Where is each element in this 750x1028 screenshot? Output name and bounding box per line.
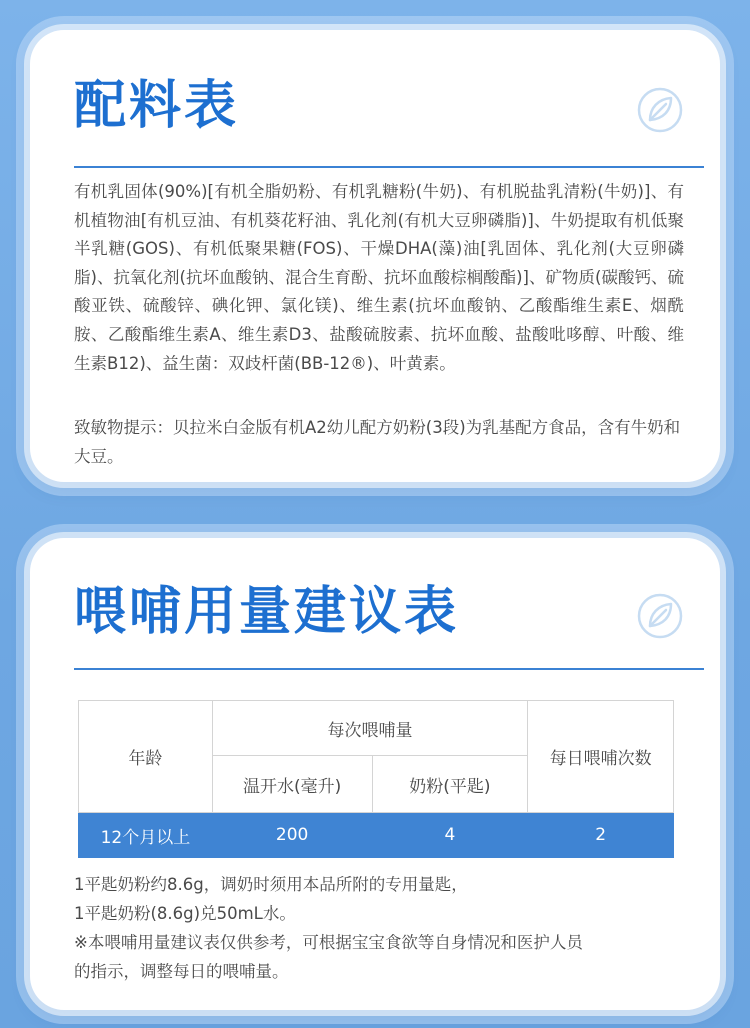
leaf-icon: [636, 592, 684, 640]
feeding-card: [30, 538, 720, 1010]
title-divider: [74, 166, 704, 168]
title-divider: [74, 668, 704, 670]
header-per-feed: 每次喂哺量: [212, 701, 527, 756]
note-line: 1平匙奶粉(8.6g)兑50mL水。: [74, 904, 296, 923]
note-line: 1平匙奶粉约8.6g，调奶时须用本品所附的专用量匙，: [74, 875, 468, 894]
leaf-icon: [636, 86, 684, 134]
allergy-notice: 致敏物提示：贝拉米白金版有机A2幼儿配方奶粉(3段)为乳基配方食品，含有牛奶和大豆。: [74, 418, 681, 466]
ingredients-card: [30, 30, 720, 482]
header-water: 温开水(毫升): [212, 756, 372, 813]
note-line: 的指示，调整每日的喂哺量。: [74, 962, 289, 981]
cell-age: 12个月以上: [79, 813, 213, 858]
ingredients-text: 有机乳固体(90%)[有机全脂奶粉、有机乳糖粉(牛奶)、有机脱盐乳清粉(牛奶)]、有机植物油[有机豆油、有机葵花籽油、乳化剂(有机大豆卵磷脂)]、牛奶提取有机低聚半乳糖(GOS)、有机低聚果糖(FOS)、干燥DHA(藻)油[乳固体、乳化剂(大豆卵磷脂)、抗氧化剂(抗坏血酸钠、混合生育酚、抗坏血酸棕榈酸酯)]、矿物质(碳酸钙、硫酸亚铁、硫酸锌、碘化钾、氯化镁)、维生素(抗坏血酸钠、乙酸酯维生素E、烟酰胺、乙酸酯维生素A、维生素D3、盐酸硫胺素、抗坏血酸、盐酸吡哆醇、叶酸、维生素B12)、益生菌：双歧杆菌(BB-12®)、叶黄素。: [74, 182, 684, 373]
table-row: [79, 813, 674, 858]
feeding-notes: [74, 870, 704, 986]
ingredients-title: 配料表: [74, 76, 240, 136]
note-line: ※本喂哺用量建议表仅供参考，可根据宝宝食欲等自身情况和医护人员: [74, 933, 583, 952]
cell-water: 200: [212, 813, 372, 858]
cell-daily: 2: [528, 813, 674, 858]
cell-powder: 4: [372, 813, 528, 858]
header-powder: 奶粉(平匙): [372, 756, 528, 813]
feeding-table: [78, 700, 674, 858]
feeding-title: 喂哺用量建议表: [74, 582, 460, 642]
header-age: 年龄: [79, 701, 213, 813]
header-daily-count: 每日喂哺次数: [528, 701, 674, 813]
